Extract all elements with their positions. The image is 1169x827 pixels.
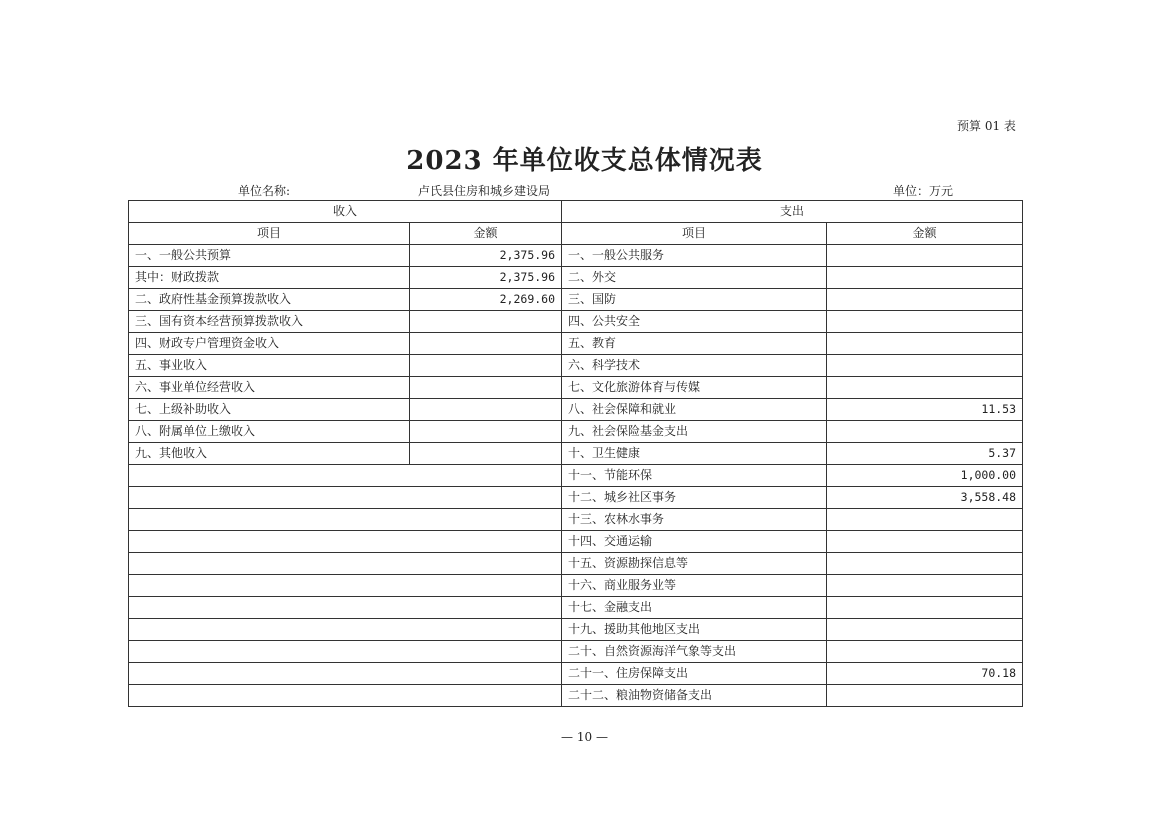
table-row [129,487,1023,509]
income-empty-cell [129,509,562,531]
form-number: 预算 01 表 [957,119,1016,133]
expense-item-cell: 一、一般公共服务 [562,245,827,267]
expense-amount-cell: 1,000.00 [827,465,1023,487]
table-row [129,333,1023,355]
expense-amount-cell: 3,558.48 [827,487,1023,509]
expense-amount-cell [827,333,1023,355]
expense-item-cell: 三、国防 [562,289,827,311]
section-header-row [129,201,1023,223]
expense-item-cell: 二十一、住房保障支出 [562,663,827,685]
income-amount-cell [410,355,562,377]
income-item-cell: 三、国有资本经营预算拨款收入 [129,311,410,333]
expense-item-cell: 十二、城乡社区事务 [562,487,827,509]
expense-item-header: 项目 [562,223,827,245]
table-row [129,619,1023,641]
expense-amount-cell: 70.18 [827,663,1023,685]
table-row [129,553,1023,575]
column-header-row [129,223,1023,245]
expense-amount-cell [827,377,1023,399]
expense-item-cell: 十三、农林水事务 [562,509,827,531]
table-row [129,597,1023,619]
income-item-cell: 其中：财政拨款 [129,267,410,289]
expense-amount-cell [827,641,1023,663]
income-amount-cell: 2,375.96 [410,267,562,289]
income-amount-cell [410,333,562,355]
expense-item-cell: 十一、节能环保 [562,465,827,487]
expense-amount-cell [827,685,1023,707]
expense-amount-cell [827,267,1023,289]
income-item-cell: 九、其他收入 [129,443,410,465]
budget-table [128,200,1023,707]
table-row [129,421,1023,443]
page-title: 2023 年单位收支总体情况表 [406,146,763,176]
table-row [129,575,1023,597]
income-header: 收入 [129,201,562,223]
table-row [129,245,1023,267]
income-empty-cell [129,553,562,575]
income-item-cell: 六、事业单位经营收入 [129,377,410,399]
expense-item-cell: 十四、交通运输 [562,531,827,553]
expense-item-cell: 十六、商业服务业等 [562,575,827,597]
expense-amount-cell [827,355,1023,377]
income-item-cell: 二、政府性基金预算拨款收入 [129,289,410,311]
income-amount-cell [410,399,562,421]
unit-name: 卢氏县住房和城乡建设局 [418,184,551,198]
table-row [129,267,1023,289]
table-row [129,311,1023,333]
income-amount-cell [410,377,562,399]
income-empty-cell [129,619,562,641]
expense-item-cell: 十、卫生健康 [562,443,827,465]
expense-item-cell: 十七、金融支出 [562,597,827,619]
table-row [129,663,1023,685]
expense-item-cell: 四、公共安全 [562,311,827,333]
expense-amount-cell [827,575,1023,597]
table-row [129,685,1023,707]
expense-item-cell: 六、科学技术 [562,355,827,377]
income-item-cell: 五、事业收入 [129,355,410,377]
expense-item-cell: 二十二、粮油物资储备支出 [562,685,827,707]
expense-item-cell: 九、社会保险基金支出 [562,421,827,443]
income-amount-cell: 2,375.96 [410,245,562,267]
expense-amount-cell [827,289,1023,311]
budget-table-body [129,245,1023,707]
table-row [129,641,1023,663]
expense-amount-cell [827,421,1023,443]
income-item-cell: 一、一般公共预算 [129,245,410,267]
income-empty-cell [129,487,562,509]
table-row [129,531,1023,553]
income-amount-header: 金额 [410,223,562,245]
unit-label: 单位：万元 [893,184,954,198]
income-item-cell: 四、财政专户管理资金收入 [129,333,410,355]
income-empty-cell [129,685,562,707]
expense-amount-header: 金额 [827,223,1023,245]
expense-amount-cell [827,245,1023,267]
income-empty-cell [129,597,562,619]
expense-item-cell: 十五、资源勘探信息等 [562,553,827,575]
income-empty-cell [129,531,562,553]
expense-item-cell: 七、文化旅游体育与传媒 [562,377,827,399]
expense-item-cell: 十九、援助其他地区支出 [562,619,827,641]
page-number: — 10 — [561,730,608,744]
table-row [129,443,1023,465]
income-amount-cell [410,443,562,465]
expense-item-cell: 二、外交 [562,267,827,289]
expense-amount-cell [827,531,1023,553]
unit-name-label: 单位名称: [238,184,291,198]
table-row [129,509,1023,531]
income-amount-cell [410,311,562,333]
income-empty-cell [129,575,562,597]
income-item-cell: 七、上级补助收入 [129,399,410,421]
expense-header: 支出 [562,201,1023,223]
income-item-header: 项目 [129,223,410,245]
expense-item-cell: 二十、自然资源海洋气象等支出 [562,641,827,663]
table-row [129,377,1023,399]
expense-item-cell: 八、社会保障和就业 [562,399,827,421]
table-row [129,399,1023,421]
income-empty-cell [129,663,562,685]
expense-amount-cell: 11.53 [827,399,1023,421]
expense-amount-cell: 5.37 [827,443,1023,465]
expense-amount-cell [827,553,1023,575]
expense-amount-cell [827,311,1023,333]
income-amount-cell: 2,269.60 [410,289,562,311]
income-item-cell: 八、附属单位上缴收入 [129,421,410,443]
income-empty-cell [129,465,562,487]
table-row [129,289,1023,311]
expense-amount-cell [827,509,1023,531]
expense-amount-cell [827,597,1023,619]
income-amount-cell [410,421,562,443]
table-row [129,465,1023,487]
table-row [129,355,1023,377]
income-empty-cell [129,641,562,663]
expense-item-cell: 五、教育 [562,333,827,355]
expense-amount-cell [827,619,1023,641]
